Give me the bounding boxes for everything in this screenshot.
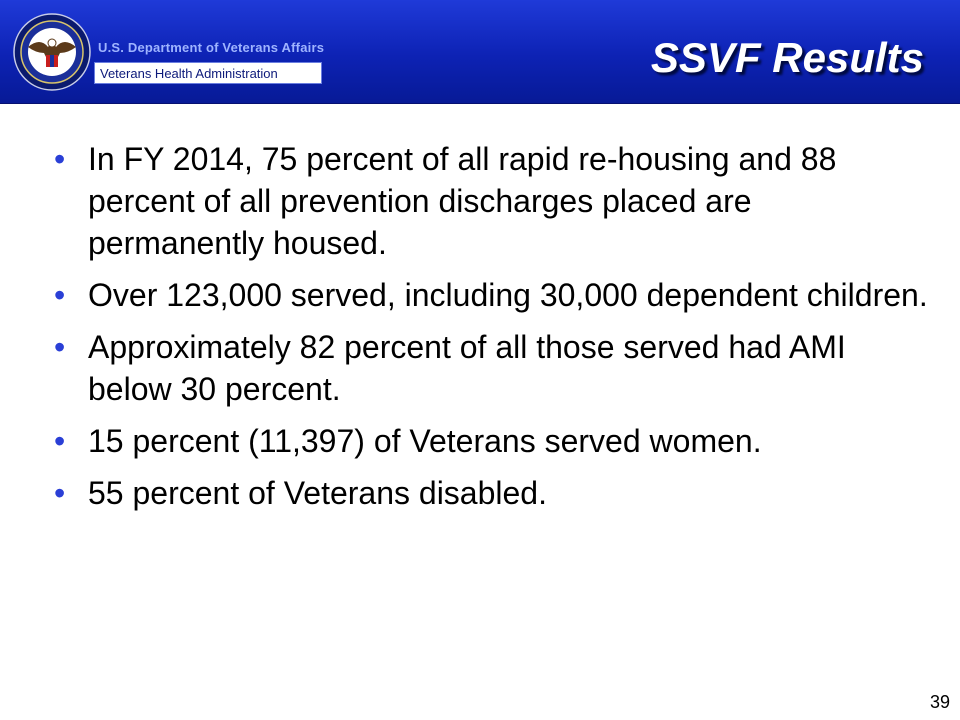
bullet-text: 55 percent of Veterans disabled. xyxy=(88,475,547,511)
bullet-item xyxy=(54,326,934,410)
bullet-item xyxy=(54,138,934,264)
va-seal-icon xyxy=(13,13,91,91)
page-number: 39 xyxy=(929,692,950,712)
bullet-text: In FY 2014, 75 percent of all rapid re-housing and 88 percent of all prevention discharges placed are permanently housed. xyxy=(88,141,837,261)
bullet-dot-icon: • xyxy=(54,423,66,459)
slide-title: SSVF Results xyxy=(650,34,924,81)
bullet-dot-icon: • xyxy=(54,329,66,365)
bullet-text: Approximately 82 percent of all those served had AMI below 30 percent. xyxy=(88,329,846,407)
bullet-item xyxy=(54,274,934,316)
bullet-dot-icon: • xyxy=(54,475,66,511)
department-name: U.S. Department of Veterans Affairs xyxy=(98,40,325,55)
slide-header xyxy=(0,0,960,104)
administration-name: Veterans Health Administration xyxy=(100,66,278,81)
bullet-text: Over 123,000 served, including 30,000 dependent children. xyxy=(88,277,928,313)
bullet-list xyxy=(54,138,934,524)
administration-box xyxy=(94,62,322,84)
bullet-text: 15 percent (11,397) of Veterans served women. xyxy=(88,423,762,459)
bullet-dot-icon: • xyxy=(54,141,66,177)
bullet-dot-icon: • xyxy=(54,277,66,313)
bullet-item xyxy=(54,420,934,462)
bullet-item xyxy=(54,472,934,514)
